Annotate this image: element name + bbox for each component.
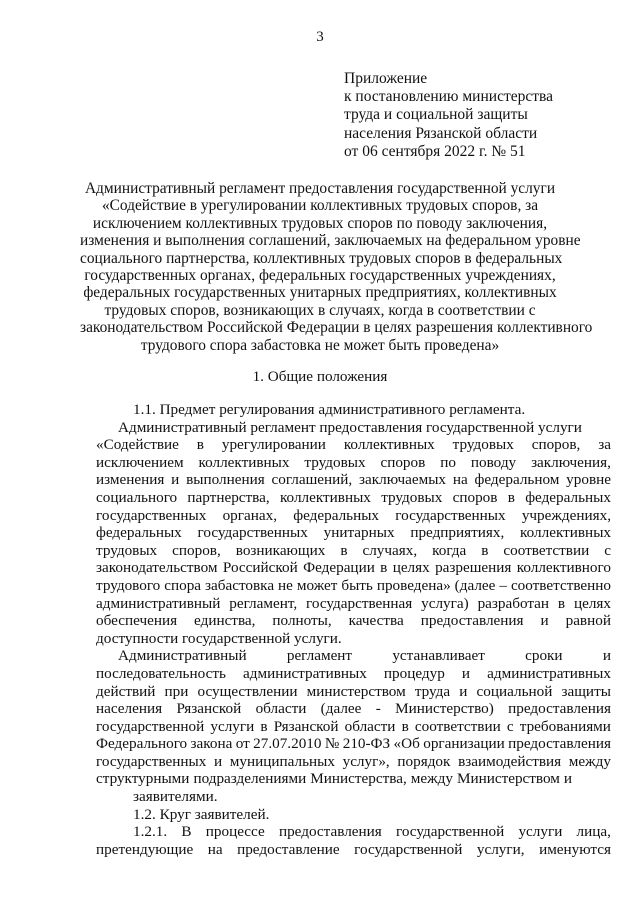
body-line [96, 753, 611, 771]
body-word: процедур [383, 664, 445, 682]
body-word: возникающих [235, 541, 326, 559]
body-word: федеральном [474, 471, 560, 489]
body-word: выполнения [186, 471, 265, 489]
body-word: претендующие [96, 840, 194, 858]
body-word: услуги, [476, 840, 525, 858]
title-line: законодательством Российской Федерации в целях разрешения коллективного [80, 319, 593, 337]
body-line [96, 454, 611, 472]
body-word: споров, [172, 541, 221, 559]
body-word: предоставления [278, 823, 382, 841]
body-line [96, 436, 611, 454]
section-heading: 1. Общие положения [252, 368, 388, 385]
body-word: урегулировании [221, 436, 326, 454]
body-word: не [278, 576, 293, 594]
body-word: и [602, 647, 611, 665]
body-word: - [375, 700, 381, 718]
body-word: сроки [525, 647, 563, 665]
body-word: когда [432, 541, 467, 559]
body-word: равной [565, 612, 611, 630]
body-word: единства, [194, 612, 256, 630]
body-word: изменения [96, 471, 165, 489]
body-word: от [235, 735, 250, 753]
title-line: Административный регламент предоставления государственной услуги [84, 180, 556, 197]
body-line [96, 683, 611, 701]
body-word: «Об [393, 735, 420, 753]
body-word: защиты [561, 682, 611, 700]
body-word: организации [423, 735, 505, 753]
title-line: изменения и выполнения соглашений, заключаемых на федеральном уровне [80, 232, 581, 250]
body-line [96, 770, 611, 788]
body-word: муниципальных [229, 752, 335, 770]
body-word: проведена» [376, 576, 451, 594]
body-word: полноты, [272, 612, 332, 630]
body-word: услуги [210, 717, 255, 735]
body-word: государственная [306, 594, 413, 612]
body-word: Министерством [456, 770, 560, 788]
body-line [96, 630, 611, 648]
body-word: регламент [286, 647, 353, 665]
body-word: Федерации [303, 559, 375, 577]
body-word: в [260, 717, 268, 735]
body-word: и [459, 682, 468, 700]
body-word: споров [452, 488, 498, 506]
body-word: в [557, 594, 566, 612]
body-word: – [499, 576, 507, 594]
body-word: предоставление [237, 840, 340, 858]
body-word: государственной [96, 717, 205, 735]
document-title [80, 180, 593, 354]
body-word: Федерального [96, 735, 188, 753]
body-word: споров [380, 453, 426, 471]
appendix-line: от 06 сентября 2022 г. № 51 [344, 142, 526, 160]
body-word: трудового [96, 576, 161, 594]
body-word: № [324, 735, 340, 753]
body-line [96, 665, 611, 683]
body-word: поводу [470, 453, 517, 471]
body-word: коллективных [198, 453, 290, 471]
body-word: подразделениями [193, 770, 307, 788]
body-word: регламент, [229, 594, 298, 612]
body-text [96, 401, 611, 858]
body-word: в [340, 541, 348, 559]
body-line [96, 524, 611, 542]
appendix-line: труда и социальной защиты [344, 106, 528, 124]
body-line [96, 507, 611, 525]
body-word: трудовых [381, 488, 443, 506]
body-word: взаимодействия [458, 752, 562, 770]
body-word: требованиями [519, 717, 611, 735]
body-word: Административный регламент предоставления государственной услуги [118, 418, 582, 436]
appendix-block [344, 70, 614, 161]
body-word: Министерство) [395, 700, 494, 718]
body-word: 1.2.1. [133, 823, 168, 841]
body-word: и [461, 664, 471, 682]
body-word: случаях, [362, 541, 418, 559]
appendix-line: Приложение [344, 70, 428, 87]
body-word: коллективных [279, 488, 371, 506]
body-word: коллективных [520, 524, 611, 542]
body-word: на [452, 471, 468, 489]
body-line [96, 841, 611, 859]
body-word: учреждениях, [521, 506, 611, 524]
body-line [96, 559, 611, 577]
body-word: Министерства, [310, 770, 407, 788]
body-word: доступности государственной услуги. [96, 629, 342, 647]
body-line [96, 788, 611, 806]
body-word: государственных [197, 524, 308, 542]
body-word: в [380, 559, 388, 577]
body-word: Административный [118, 647, 247, 665]
body-word: труда [414, 682, 451, 700]
body-word: законодательством [96, 559, 218, 577]
body-word: (далее [320, 700, 362, 718]
body-line [96, 718, 611, 736]
body-word: населения [96, 700, 163, 718]
body-word: разрешения [435, 559, 512, 577]
body-line [96, 612, 611, 630]
body-word: заключаемых [359, 471, 447, 489]
body-word: государственной [354, 840, 463, 858]
body-word: обеспечения [96, 612, 178, 630]
body-word: в [481, 541, 489, 559]
body-word: органах, [222, 506, 277, 524]
body-word: лица, [576, 823, 611, 841]
body-word: быть [341, 576, 373, 594]
body-word: в [507, 488, 515, 506]
page-number: 3 [316, 29, 324, 45]
body-word: на [207, 840, 223, 858]
body-word: административных [242, 664, 367, 682]
body-word: соответствии [414, 717, 501, 735]
body-word: партнерства, [187, 488, 270, 506]
body-word: по [440, 453, 456, 471]
body-word: государственных [96, 506, 207, 524]
appendix-line: населения Рязанской области [344, 124, 538, 142]
body-word: заявителями. [133, 788, 218, 806]
body-word: исключением [96, 453, 184, 471]
body-word: осуществлении [197, 682, 298, 700]
body-word: области [255, 700, 307, 718]
body-word: трудовых [304, 453, 366, 471]
body-word: коллективного [516, 559, 611, 577]
body-word: порядок [397, 752, 451, 770]
body-word: государственных [395, 506, 506, 524]
body-word: трудовых [452, 436, 514, 454]
body-word: споров, [531, 436, 581, 454]
body-word: административных [487, 664, 611, 682]
body-word: с [604, 541, 611, 559]
body-word: 1.2. Круг заявителей. [133, 805, 270, 823]
body-word: может [296, 576, 338, 594]
body-word: между [410, 770, 453, 788]
body-word: между [568, 752, 611, 770]
title-line: трудовых споров, возникающих в случаях, когда в соответствии с [104, 301, 536, 319]
body-word: услуга) [421, 594, 469, 612]
body-line [96, 489, 611, 507]
body-word: Рязанской [176, 700, 242, 718]
body-word: структурными [96, 770, 190, 788]
body-word: федеральных [96, 524, 182, 542]
body-word: целях [573, 594, 611, 612]
body-word: услуг», [342, 752, 390, 770]
body-word: «Содействие [96, 436, 179, 454]
body-word: предприятиях, [410, 524, 505, 542]
body-line [96, 577, 611, 595]
body-word: 1.1. Предмет регулирования административного регламента. [133, 401, 526, 418]
body-line [96, 700, 611, 718]
body-word: процессе [205, 823, 265, 841]
body-word: уровне [566, 471, 611, 489]
body-word: государственных [96, 752, 207, 770]
body-line [96, 471, 611, 489]
body-word: федеральных [525, 488, 611, 506]
body-word: за [598, 436, 611, 454]
body-word: именуются [539, 840, 611, 858]
body-word: социальной [476, 682, 553, 700]
body-word: соответственно [510, 576, 611, 594]
body-line [96, 823, 611, 841]
body-word: с [506, 717, 514, 735]
title-line: государственных органах, федеральных государственных учреждениях, [84, 267, 556, 285]
body-word: последовательность [96, 664, 226, 682]
body-word: и [213, 752, 223, 770]
title-line: «Содействие в урегулировании коллективных трудовых споров, за [101, 197, 539, 215]
body-word: соответствии [503, 541, 590, 559]
body-word: коллективных [343, 436, 435, 454]
body-word: министерством [306, 682, 406, 700]
body-word: услуги [518, 823, 563, 841]
body-word: (далее [454, 576, 496, 594]
appendix-line: к постановлению министерства [344, 88, 554, 106]
body-line [96, 735, 611, 753]
body-word: в [196, 436, 204, 454]
body-word: предоставления [508, 700, 611, 718]
body-word: и [563, 770, 573, 788]
body-word: заключения, [531, 453, 611, 471]
title-line: исключением коллективных трудовых споров по поводу заключения, [92, 214, 548, 232]
body-line [96, 647, 611, 665]
body-line [96, 542, 611, 560]
body-word: 27.07.2010 [253, 735, 322, 753]
body-line [96, 401, 611, 419]
body-word: устанавливает [392, 647, 485, 665]
body-word: закона [190, 735, 233, 753]
body-word: В [181, 823, 192, 841]
body-word: целях [392, 559, 430, 577]
body-word: предоставления [420, 612, 524, 630]
body-word: 210-ФЗ [342, 735, 391, 753]
body-word: в [401, 717, 409, 735]
body-word: административный [96, 594, 221, 612]
body-word: Рязанской [273, 717, 339, 735]
body-word: предоставления [508, 735, 611, 753]
body-word: и [171, 471, 180, 489]
body-word: забастовка [205, 576, 275, 594]
body-line [96, 595, 611, 613]
body-word: спора [164, 576, 202, 594]
title-line: трудового спора забастовка не может быть проведена» [140, 336, 500, 354]
body-line [96, 419, 611, 437]
body-word: социального [96, 488, 178, 506]
body-word: и [540, 612, 549, 630]
body-word: унитарных [323, 524, 395, 542]
body-word: трудовых [96, 541, 158, 559]
body-word: соглашений, [271, 471, 353, 489]
body-word: государственной [395, 823, 505, 841]
body-word: области [344, 717, 396, 735]
body-word: действий [96, 682, 156, 700]
body-word: федеральных [293, 506, 379, 524]
title-line: социального партнерства, коллективных трудовых споров в федеральных [80, 249, 563, 267]
body-word: Российской [222, 559, 298, 577]
body-word: качества [348, 612, 404, 630]
title-line: федеральных государственных унитарных предприятиях, коллективных [83, 284, 557, 302]
body-word: при [164, 682, 189, 700]
body-word: разработан [477, 594, 550, 612]
body-line [96, 806, 611, 824]
